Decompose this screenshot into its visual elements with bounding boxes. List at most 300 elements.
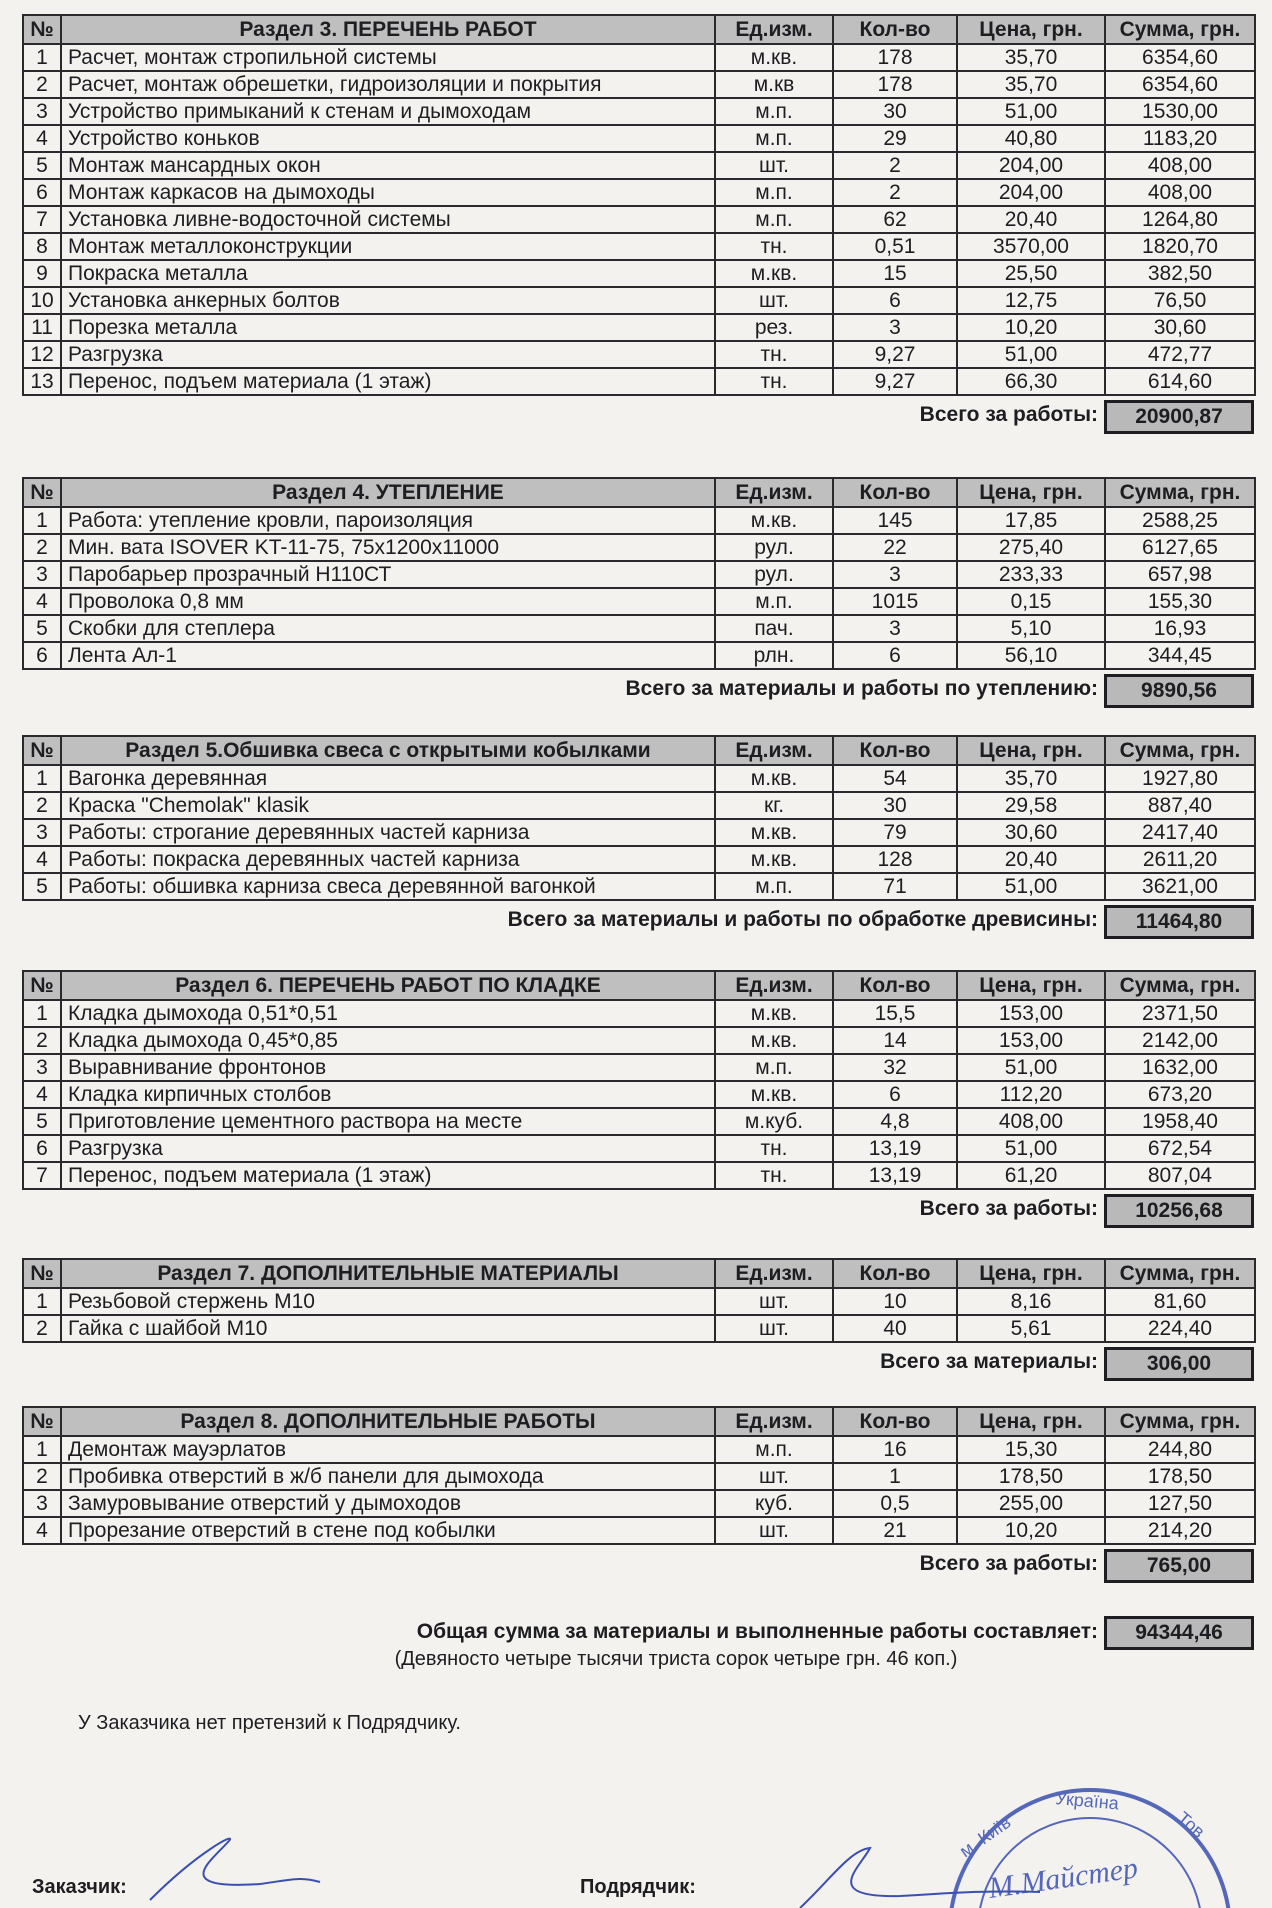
item-unit: м.кв. xyxy=(715,1081,833,1108)
item-price: 51,00 xyxy=(957,1135,1105,1162)
item-name: Демонтаж мауэрлатов xyxy=(61,1436,715,1463)
table-row xyxy=(23,44,1255,71)
contractor-label: Подрядчик: xyxy=(580,1876,696,1898)
row-number: 5 xyxy=(23,152,61,179)
item-sum: 408,00 xyxy=(1105,179,1255,206)
item-unit: куб. xyxy=(715,1490,833,1517)
section-total-label: Всего за работы: xyxy=(919,1197,1098,1220)
item-qty: 1 xyxy=(833,1463,957,1490)
table-header-row xyxy=(23,971,1255,1000)
item-unit: м.п. xyxy=(715,98,833,125)
item-name: Работы: покраска деревянных частей карниза xyxy=(61,846,715,873)
header-unit: Ед.изм. xyxy=(715,1407,833,1436)
item-price: 255,00 xyxy=(957,1490,1105,1517)
section-total-value: 11464,80 xyxy=(1104,905,1254,939)
table-row xyxy=(23,287,1255,314)
item-qty: 29 xyxy=(833,125,957,152)
section-3 xyxy=(22,14,1254,433)
stamp-text-tov: Тов xyxy=(1173,1807,1209,1842)
item-sum: 472,77 xyxy=(1105,341,1255,368)
item-qty: 6 xyxy=(833,1081,957,1108)
grand-total-value: 94344,46 xyxy=(1104,1616,1254,1650)
row-number: 2 xyxy=(23,534,61,561)
item-sum: 2417,40 xyxy=(1105,819,1255,846)
item-sum: 178,50 xyxy=(1105,1463,1255,1490)
item-price: 20,40 xyxy=(957,206,1105,233)
table-header-row xyxy=(23,15,1255,44)
table-row xyxy=(23,615,1255,642)
table-row xyxy=(23,152,1255,179)
item-qty: 145 xyxy=(833,507,957,534)
item-sum: 807,04 xyxy=(1105,1162,1255,1189)
stamp-text-country: Україна xyxy=(1054,1788,1120,1814)
table-row xyxy=(23,206,1255,233)
item-qty: 178 xyxy=(833,44,957,71)
row-number: 6 xyxy=(23,1135,61,1162)
table-row xyxy=(23,260,1255,287)
item-price: 35,70 xyxy=(957,71,1105,98)
row-number: 6 xyxy=(23,179,61,206)
item-unit: м.п. xyxy=(715,179,833,206)
header-no: № xyxy=(23,1407,61,1436)
header-unit: Ед.изм. xyxy=(715,1259,833,1288)
item-unit: тн. xyxy=(715,233,833,260)
item-price: 40,80 xyxy=(957,125,1105,152)
item-name: Разгрузка xyxy=(61,341,715,368)
item-unit: тн. xyxy=(715,1162,833,1189)
item-sum: 244,80 xyxy=(1105,1436,1255,1463)
stamp-text-city: м. Київ xyxy=(955,1811,1015,1862)
table-row xyxy=(23,792,1255,819)
section-table xyxy=(22,477,1256,670)
item-unit: м.п. xyxy=(715,206,833,233)
item-unit: рез. xyxy=(715,314,833,341)
header-qty: Кол-во xyxy=(833,1407,957,1436)
item-name: Разгрузка xyxy=(61,1135,715,1162)
header-no: № xyxy=(23,478,61,507)
item-unit: м.кв. xyxy=(715,507,833,534)
item-price: 153,00 xyxy=(957,1000,1105,1027)
item-sum: 224,40 xyxy=(1105,1315,1255,1342)
header-no: № xyxy=(23,971,61,1000)
item-price: 10,20 xyxy=(957,314,1105,341)
row-number: 8 xyxy=(23,233,61,260)
item-unit: м.кв. xyxy=(715,44,833,71)
section-total xyxy=(22,673,1254,707)
section-total-label: Всего за работы: xyxy=(919,1552,1098,1575)
item-qty: 15,5 xyxy=(833,1000,957,1027)
section-table xyxy=(22,735,1256,901)
item-price: 153,00 xyxy=(957,1027,1105,1054)
stamp-text-name: М.Майстер xyxy=(986,1851,1140,1905)
item-qty: 2 xyxy=(833,179,957,206)
item-unit: тн. xyxy=(715,341,833,368)
item-qty: 2 xyxy=(833,152,957,179)
item-qty: 3 xyxy=(833,314,957,341)
item-unit: м.кв. xyxy=(715,260,833,287)
item-unit: кг. xyxy=(715,792,833,819)
item-sum: 214,20 xyxy=(1105,1517,1255,1544)
item-qty: 30 xyxy=(833,792,957,819)
item-unit: тн. xyxy=(715,368,833,395)
header-price: Цена, грн. xyxy=(957,971,1105,1000)
table-row xyxy=(23,368,1255,395)
header-sum: Сумма, грн. xyxy=(1105,736,1255,765)
item-name: Приготовление цементного раствора на месте xyxy=(61,1108,715,1135)
item-qty: 9,27 xyxy=(833,368,957,395)
item-price: 233,33 xyxy=(957,561,1105,588)
section-total xyxy=(22,399,1254,433)
grand-total-words: (Девяносто четыре тысячи триста сорок четыре грн. 46 коп.) xyxy=(394,1648,958,1670)
table-row xyxy=(23,1081,1255,1108)
item-qty: 3 xyxy=(833,615,957,642)
section-total xyxy=(22,1346,1254,1380)
section-table xyxy=(22,1258,1256,1343)
item-name: Выравнивание фронтонов xyxy=(61,1054,715,1081)
item-price: 0,15 xyxy=(957,588,1105,615)
row-number: 5 xyxy=(23,1108,61,1135)
header-no: № xyxy=(23,15,61,44)
header-title: Раздел 7. ДОПОЛНИТЕЛЬНЫЕ МАТЕРИАЛЫ xyxy=(61,1259,715,1288)
item-sum: 3621,00 xyxy=(1105,873,1255,900)
item-unit: рул. xyxy=(715,561,833,588)
item-unit: м.п. xyxy=(715,873,833,900)
table-row xyxy=(23,846,1255,873)
item-unit: м.кв xyxy=(715,71,833,98)
item-sum: 1183,20 xyxy=(1105,125,1255,152)
item-sum: 155,30 xyxy=(1105,588,1255,615)
item-price: 20,40 xyxy=(957,846,1105,873)
item-qty: 15 xyxy=(833,260,957,287)
item-qty: 62 xyxy=(833,206,957,233)
table-row xyxy=(23,873,1255,900)
row-number: 2 xyxy=(23,792,61,819)
customer-label: Заказчик: xyxy=(32,1876,127,1898)
section-total-label: Всего за материалы и работы по утеплению: xyxy=(625,677,1098,700)
item-qty: 4,8 xyxy=(833,1108,957,1135)
item-name: Кладка дымохода 0,51*0,51 xyxy=(61,1000,715,1027)
item-price: 51,00 xyxy=(957,98,1105,125)
item-name: Перенос, подъем материала (1 этаж) xyxy=(61,368,715,395)
row-number: 4 xyxy=(23,125,61,152)
item-price: 66,30 xyxy=(957,368,1105,395)
row-number: 12 xyxy=(23,341,61,368)
item-unit: м.кв. xyxy=(715,1000,833,1027)
item-name: Гайка с шайбой М10 xyxy=(61,1315,715,1342)
item-price: 112,20 xyxy=(957,1081,1105,1108)
item-name: Работы: строгание деревянных частей карниза xyxy=(61,819,715,846)
item-qty: 10 xyxy=(833,1288,957,1315)
item-name: Кладка кирпичных столбов xyxy=(61,1081,715,1108)
table-row xyxy=(23,341,1255,368)
table-row xyxy=(23,98,1255,125)
item-qty: 9,27 xyxy=(833,341,957,368)
table-row xyxy=(23,1162,1255,1189)
table-row xyxy=(23,534,1255,561)
section-total xyxy=(22,1548,1254,1582)
item-sum: 2142,00 xyxy=(1105,1027,1255,1054)
item-qty: 71 xyxy=(833,873,957,900)
row-number: 7 xyxy=(23,1162,61,1189)
section-table xyxy=(22,14,1256,396)
section-total-label: Всего за материалы и работы по обработке древисины: xyxy=(507,908,1098,931)
row-number: 3 xyxy=(23,98,61,125)
section-total-value: 20900,87 xyxy=(1104,400,1254,434)
item-price: 204,00 xyxy=(957,152,1105,179)
item-name: Монтаж металлоконструкции xyxy=(61,233,715,260)
item-sum: 344,45 xyxy=(1105,642,1255,669)
item-sum: 614,60 xyxy=(1105,368,1255,395)
item-sum: 1264,80 xyxy=(1105,206,1255,233)
item-name: Устройство примыканий к стенам и дымоходам xyxy=(61,98,715,125)
header-sum: Сумма, грн. xyxy=(1105,478,1255,507)
item-unit: шт. xyxy=(715,287,833,314)
item-unit: пач. xyxy=(715,615,833,642)
item-qty: 6 xyxy=(833,287,957,314)
row-number: 1 xyxy=(23,44,61,71)
section-4 xyxy=(22,477,1254,707)
item-qty: 3 xyxy=(833,561,957,588)
table-row xyxy=(23,1436,1255,1463)
item-qty: 40 xyxy=(833,1315,957,1342)
item-name: Мин. вата ISOVER KT-11-75, 75x1200x11000 xyxy=(61,534,715,561)
item-price: 56,10 xyxy=(957,642,1105,669)
item-name: Скобки для степлера xyxy=(61,615,715,642)
row-number: 3 xyxy=(23,1490,61,1517)
item-name: Установка анкерных болтов xyxy=(61,287,715,314)
item-unit: м.п. xyxy=(715,1054,833,1081)
table-row xyxy=(23,1000,1255,1027)
row-number: 3 xyxy=(23,561,61,588)
item-price: 408,00 xyxy=(957,1108,1105,1135)
row-number: 4 xyxy=(23,1517,61,1544)
section-total-value: 765,00 xyxy=(1104,1549,1254,1583)
row-number: 2 xyxy=(23,1315,61,1342)
customer-signature xyxy=(150,1839,320,1900)
section-total-value: 9890,56 xyxy=(1104,674,1254,708)
table-row xyxy=(23,314,1255,341)
item-price: 25,50 xyxy=(957,260,1105,287)
item-qty: 6 xyxy=(833,642,957,669)
item-sum: 6354,60 xyxy=(1105,44,1255,71)
item-name: Работа: утепление кровли, пароизоляция xyxy=(61,507,715,534)
item-name: Порезка металла xyxy=(61,314,715,341)
item-price: 15,30 xyxy=(957,1436,1105,1463)
item-qty: 30 xyxy=(833,98,957,125)
item-sum: 1530,00 xyxy=(1105,98,1255,125)
section-6 xyxy=(22,970,1254,1227)
item-sum: 408,00 xyxy=(1105,152,1255,179)
claims-statement: У Заказчика нет претензий к Подрядчику. xyxy=(78,1712,461,1734)
item-name: Установка ливне-водосточной системы xyxy=(61,206,715,233)
item-price: 5,10 xyxy=(957,615,1105,642)
item-name: Расчет, монтаж обрешетки, гидроизоляции и покрытия xyxy=(61,71,715,98)
item-price: 12,75 xyxy=(957,287,1105,314)
section-total xyxy=(22,1193,1254,1227)
header-sum: Сумма, грн. xyxy=(1105,971,1255,1000)
item-sum: 673,20 xyxy=(1105,1081,1255,1108)
section-total-value: 10256,68 xyxy=(1104,1194,1254,1228)
item-unit: м.кв. xyxy=(715,819,833,846)
table-row xyxy=(23,588,1255,615)
item-name: Вагонка деревянная xyxy=(61,765,715,792)
item-price: 29,58 xyxy=(957,792,1105,819)
item-unit: тн. xyxy=(715,1135,833,1162)
item-qty: 16 xyxy=(833,1436,957,1463)
item-price: 275,40 xyxy=(957,534,1105,561)
table-row xyxy=(23,1288,1255,1315)
item-qty: 54 xyxy=(833,765,957,792)
header-price: Цена, грн. xyxy=(957,15,1105,44)
row-number: 1 xyxy=(23,507,61,534)
item-price: 10,20 xyxy=(957,1517,1105,1544)
item-unit: м.п. xyxy=(715,125,833,152)
item-sum: 6354,60 xyxy=(1105,71,1255,98)
row-number: 9 xyxy=(23,260,61,287)
header-sum: Сумма, грн. xyxy=(1105,1259,1255,1288)
table-row xyxy=(23,1517,1255,1544)
header-unit: Ед.изм. xyxy=(715,971,833,1000)
table-row xyxy=(23,819,1255,846)
item-price: 61,20 xyxy=(957,1162,1105,1189)
item-qty: 22 xyxy=(833,534,957,561)
item-name: Монтаж мансардных окон xyxy=(61,152,715,179)
row-number: 1 xyxy=(23,1288,61,1315)
item-name: Лента Ал-1 xyxy=(61,642,715,669)
item-unit: шт. xyxy=(715,1463,833,1490)
row-number: 2 xyxy=(23,1463,61,1490)
header-price: Цена, грн. xyxy=(957,1259,1105,1288)
item-unit: шт. xyxy=(715,152,833,179)
item-unit: шт. xyxy=(715,1288,833,1315)
row-number: 4 xyxy=(23,846,61,873)
table-row xyxy=(23,765,1255,792)
item-unit: шт. xyxy=(715,1517,833,1544)
item-sum: 127,50 xyxy=(1105,1490,1255,1517)
item-price: 35,70 xyxy=(957,44,1105,71)
item-price: 5,61 xyxy=(957,1315,1105,1342)
item-sum: 2588,25 xyxy=(1105,507,1255,534)
header-unit: Ед.изм. xyxy=(715,478,833,507)
item-unit: м.п. xyxy=(715,1436,833,1463)
item-qty: 13,19 xyxy=(833,1135,957,1162)
row-number: 1 xyxy=(23,1000,61,1027)
item-price: 51,00 xyxy=(957,341,1105,368)
item-price: 17,85 xyxy=(957,507,1105,534)
row-number: 7 xyxy=(23,206,61,233)
header-qty: Кол-во xyxy=(833,15,957,44)
item-qty: 178 xyxy=(833,71,957,98)
table-row xyxy=(23,1490,1255,1517)
item-sum: 81,60 xyxy=(1105,1288,1255,1315)
row-number: 4 xyxy=(23,588,61,615)
item-name: Кладка дымохода 0,45*0,85 xyxy=(61,1027,715,1054)
row-number: 5 xyxy=(23,873,61,900)
row-number: 3 xyxy=(23,819,61,846)
item-qty: 79 xyxy=(833,819,957,846)
table-header-row xyxy=(23,736,1255,765)
item-price: 178,50 xyxy=(957,1463,1105,1490)
table-row xyxy=(23,179,1255,206)
section-5 xyxy=(22,735,1254,938)
section-total-label: Всего за работы: xyxy=(919,403,1098,426)
item-sum: 1958,40 xyxy=(1105,1108,1255,1135)
header-title: Раздел 8. ДОПОЛНИТЕЛЬНЫЕ РАБОТЫ xyxy=(61,1407,715,1436)
table-row xyxy=(23,125,1255,152)
table-header-row xyxy=(23,478,1255,507)
table-row xyxy=(23,642,1255,669)
item-name: Проволока 0,8 мм xyxy=(61,588,715,615)
item-price: 30,60 xyxy=(957,819,1105,846)
header-qty: Кол-во xyxy=(833,971,957,1000)
item-sum: 672,54 xyxy=(1105,1135,1255,1162)
row-number: 2 xyxy=(23,71,61,98)
item-sum: 1632,00 xyxy=(1105,1054,1255,1081)
item-name: Перенос, подъем материала (1 этаж) xyxy=(61,1162,715,1189)
item-sum: 2611,20 xyxy=(1105,846,1255,873)
section-total-value: 306,00 xyxy=(1104,1347,1254,1381)
row-number: 11 xyxy=(23,314,61,341)
item-name: Резьбовой стержень М10 xyxy=(61,1288,715,1315)
item-qty: 14 xyxy=(833,1027,957,1054)
stamp xyxy=(950,1788,1230,1908)
header-price: Цена, грн. xyxy=(957,1407,1105,1436)
item-name: Прорезание отверстий в стене под кобылки xyxy=(61,1517,715,1544)
item-sum: 16,93 xyxy=(1105,615,1255,642)
row-number: 10 xyxy=(23,287,61,314)
header-qty: Кол-во xyxy=(833,1259,957,1288)
row-number: 2 xyxy=(23,1027,61,1054)
grand-total-label: Общая сумма за материалы и выполненные работы составляет: xyxy=(416,1620,1098,1643)
item-price: 204,00 xyxy=(957,179,1105,206)
item-qty: 128 xyxy=(833,846,957,873)
item-price: 3570,00 xyxy=(957,233,1105,260)
item-name: Работы: обшивка карниза свеса деревянной вагонкой xyxy=(61,873,715,900)
table-header-row xyxy=(23,1259,1255,1288)
row-number: 3 xyxy=(23,1054,61,1081)
table-row xyxy=(23,1315,1255,1342)
item-name: Расчет, монтаж стропильной системы xyxy=(61,44,715,71)
table-row xyxy=(23,561,1255,588)
table-row xyxy=(23,1463,1255,1490)
item-name: Краска "Chemolak" klasik xyxy=(61,792,715,819)
header-title: Раздел 6. ПЕРЕЧЕНЬ РАБОТ ПО КЛАДКЕ xyxy=(61,971,715,1000)
item-unit: м.куб. xyxy=(715,1108,833,1135)
item-unit: шт. xyxy=(715,1315,833,1342)
item-qty: 0,5 xyxy=(833,1490,957,1517)
section-table xyxy=(22,970,1256,1190)
item-price: 51,00 xyxy=(957,1054,1105,1081)
item-sum: 657,98 xyxy=(1105,561,1255,588)
row-number: 5 xyxy=(23,615,61,642)
table-row xyxy=(23,1054,1255,1081)
header-qty: Кол-во xyxy=(833,736,957,765)
table-row xyxy=(23,71,1255,98)
row-number: 13 xyxy=(23,368,61,395)
header-unit: Ед.изм. xyxy=(715,15,833,44)
section-total xyxy=(22,904,1254,938)
item-unit: м.кв. xyxy=(715,765,833,792)
header-no: № xyxy=(23,1259,61,1288)
item-qty: 0,51 xyxy=(833,233,957,260)
row-number: 1 xyxy=(23,765,61,792)
item-name: Устройство коньков xyxy=(61,125,715,152)
item-qty: 13,19 xyxy=(833,1162,957,1189)
section-7 xyxy=(22,1258,1254,1380)
table-row xyxy=(23,507,1255,534)
header-qty: Кол-во xyxy=(833,478,957,507)
header-sum: Сумма, грн. xyxy=(1105,15,1255,44)
